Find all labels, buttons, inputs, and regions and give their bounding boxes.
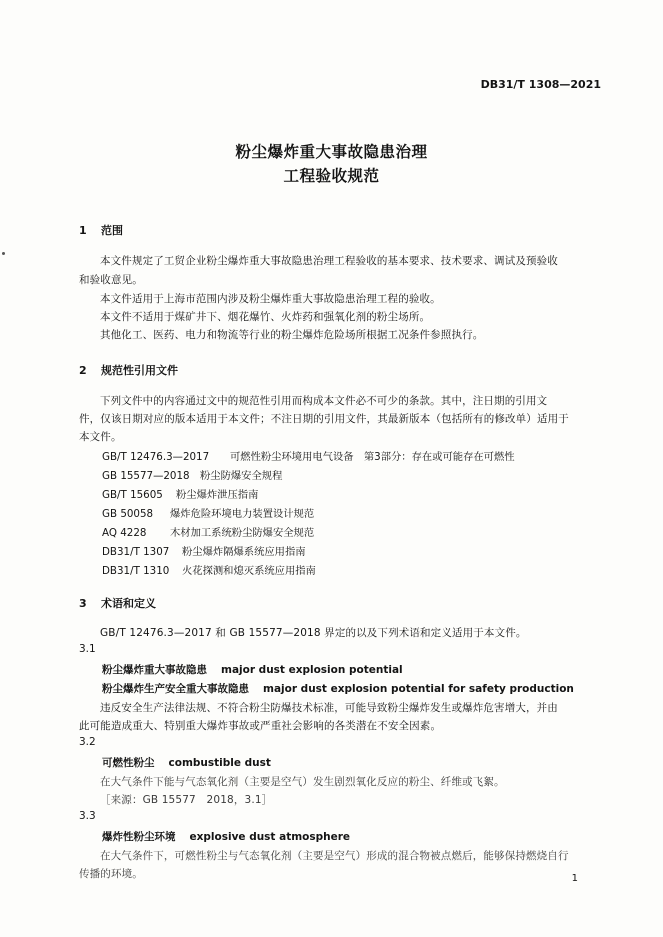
references-intro-line3: 本文件。: [79, 431, 122, 443]
section-number: 3: [79, 597, 87, 610]
term-3-1: [102, 662, 403, 677]
reference-code: GB 15577—2018: [102, 470, 190, 482]
scope-paragraph-4: 其他化工、医药、电力和物流等行业的粉尘爆炸危险场所根据工况条件参照执行。: [100, 329, 484, 341]
scope-paragraph-1-cont: 和验收意见。: [79, 274, 143, 286]
references-intro-line2: 件，仅该日期对应的版本适用于本文件；不注日期的引用文件，其最新版本（包括所有的修改单）适用于: [79, 413, 569, 425]
reference-item: [102, 467, 282, 482]
reference-code: GB/T 15605: [102, 489, 163, 501]
term-3-2: [102, 755, 271, 770]
document-title-line1: 粉尘爆炸重大事故隐患治理: [235, 143, 428, 161]
term-3-2-source: ［来源：GB 15577 2018，3.1］: [100, 794, 273, 806]
scan-artifact-dot: [2, 252, 5, 255]
term-chinese: 爆炸性粉尘环境: [102, 831, 176, 843]
term-number-3-2: 3.2: [79, 736, 96, 748]
reference-item: [102, 486, 258, 501]
reference-item: [102, 505, 314, 520]
scope-paragraph-2: 本文件适用于上海市范围内涉及粉尘爆炸重大事故隐患治理工程的验收。: [100, 293, 441, 305]
section-1-heading: [79, 222, 123, 238]
reference-title: 粉尘爆炸泄压指南: [176, 489, 259, 501]
reference-title: 可燃性粉尘环境用电气设备 第3部分：存在或可能存在可燃性: [230, 451, 515, 463]
terms-intro: GB/T 12476.3—2017 和 GB 15577—2018 界定的以及下列术语和定义适用于本文件。: [100, 627, 527, 639]
term-english: explosive dust atmosphere: [189, 831, 351, 843]
term-english: major dust explosion potential for safety production: [263, 683, 574, 695]
reference-code: DB31/T 1310: [102, 565, 170, 577]
term-3-3: [102, 829, 350, 844]
document-title-line2: 工程验收规范: [283, 167, 380, 185]
page-number: 1: [571, 873, 578, 884]
section-title: 术语和定义: [101, 597, 156, 610]
term-chinese: 粉尘爆炸生产安全重大事故隐患: [102, 683, 249, 695]
term-3-1-alternative: [102, 681, 574, 696]
section-2-heading: [79, 362, 178, 378]
reference-title: 爆炸危险环境电力装置设计规范: [170, 508, 315, 520]
term-number-3-1: 3.1: [79, 643, 96, 655]
reference-item: [102, 448, 515, 463]
reference-code: GB 50058: [102, 508, 154, 520]
reference-title: 火花探测和熄灭系统应用指南: [182, 565, 316, 577]
term-number-3-3: 3.3: [79, 810, 96, 822]
reference-title: 粉尘防爆安全规程: [200, 470, 283, 482]
reference-item: [102, 543, 306, 558]
references-intro-line1: 下列文件中的内容通过文中的规范性引用而构成本文件必不可少的条款。其中，注日期的引用文: [100, 395, 548, 407]
scope-paragraph-3: 本文件不适用于煤矿井下、烟花爆竹、火炸药和强氧化剂的粉尘场所。: [100, 311, 431, 323]
term-3-1-definition: 违反安全生产法律法规、不符合粉尘防爆技术标准，可能导致粉尘爆炸发生或爆炸危害增大，并由: [100, 702, 558, 714]
term-3-1-definition-cont: 此可能造成重大、特别重大爆炸事故或严重社会影响的各类潜在不安全因素。: [79, 720, 442, 732]
reference-item: [102, 524, 314, 539]
section-3-heading: [79, 595, 156, 611]
term-3-2-definition: 在大气条件下能与气态氧化剂（主要是空气）发生剧烈氧化反应的粉尘、纤维或飞絮。: [100, 776, 505, 788]
term-3-3-definition-cont: 传播的环境。: [79, 868, 143, 880]
reference-code: AQ 4228: [102, 527, 147, 539]
term-chinese: 可燃性粉尘: [102, 757, 155, 769]
term-chinese: 粉尘爆炸重大事故隐患: [102, 664, 207, 676]
section-number: 1: [79, 224, 87, 237]
reference-code: GB/T 12476.3—2017: [102, 451, 210, 463]
reference-item: [102, 562, 316, 577]
section-title: 范围: [101, 224, 123, 237]
term-english: combustible dust: [168, 757, 271, 769]
section-title: 规范性引用文件: [101, 364, 178, 377]
reference-code: DB31/T 1307: [102, 546, 170, 558]
section-number: 2: [79, 364, 87, 377]
reference-title: 粉尘爆炸隔爆系统应用指南: [182, 546, 306, 558]
scope-paragraph-1: 本文件规定了工贸企业粉尘爆炸重大事故隐患治理工程验收的基本要求、技术要求、调试及预验收: [100, 255, 558, 267]
standard-code: DB31/T 1308—2021: [480, 78, 601, 91]
term-3-3-definition: 在大气条件下，可燃性粉尘与气态氧化剂（主要是空气）形成的混合物被点燃后，能够保持燃烧自行: [100, 850, 569, 862]
reference-title: 木材加工系统粉尘防爆安全规范: [170, 527, 315, 539]
term-english: major dust explosion potential: [221, 664, 403, 676]
